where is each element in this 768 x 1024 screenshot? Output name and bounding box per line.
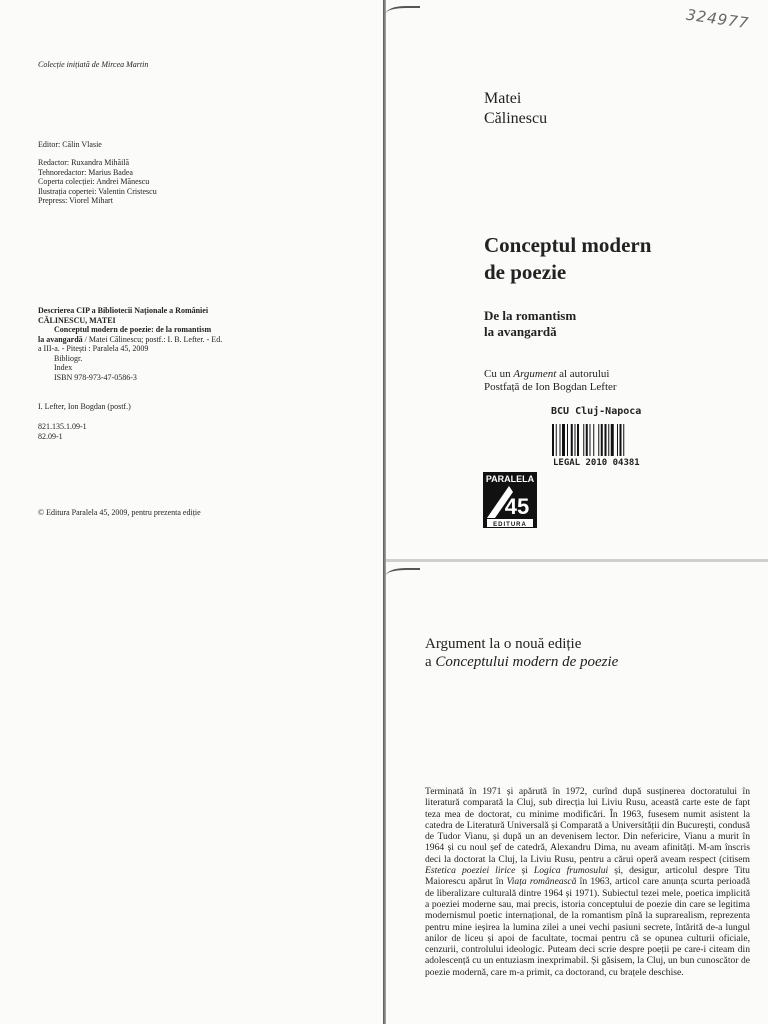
cip-title-rest: / Matei Călinescu; postf.: I. B. Lefter. - Ed. bbox=[82, 334, 223, 344]
cip-description bbox=[38, 306, 338, 382]
body-text-run: și, desigur, articolul despre Titu Maiorescu apărut în bbox=[425, 865, 750, 888]
postfacer: I. Lefter, Ion Bogdan (postf.) bbox=[38, 402, 131, 411]
copyright-notice: © Editura Paralela 45, 2009, pentru prezenta ediție bbox=[38, 508, 201, 517]
body-italic-title: Estetica poeziei lirice bbox=[425, 865, 516, 877]
credit-line: Postfață de Ion Bogdan Lefter bbox=[484, 381, 617, 393]
page-fold-mark bbox=[386, 6, 420, 18]
publisher-logo bbox=[483, 472, 537, 528]
credit-line bbox=[484, 368, 617, 381]
svg-text:PARALELA: PARALELA bbox=[485, 474, 535, 484]
cip-edition: a III-a. - Pitești : Paralela 45, 2009 bbox=[38, 344, 149, 353]
cip-isbn: ISBN 978-973-47-0586-3 bbox=[54, 372, 137, 382]
svg-text:EDITURA: EDITURA bbox=[493, 522, 527, 528]
library-stamp: BCU Cluj-Napoca bbox=[551, 406, 642, 417]
editor-line: Editor: Călin Vlasie bbox=[38, 140, 102, 149]
cip-title-line2 bbox=[38, 335, 338, 345]
staff-item: Redactor: Ruxandra Mihăilă bbox=[38, 158, 130, 167]
book-title bbox=[484, 232, 754, 286]
author-first-name: Matei bbox=[484, 90, 522, 107]
cip-index: Index bbox=[54, 363, 73, 372]
classification-code: 821.135.1.09-1 bbox=[38, 422, 87, 431]
cip-bibliogr: Bibliogr. bbox=[54, 353, 83, 363]
book-spine bbox=[383, 0, 386, 1024]
handwritten-inventory-number: 324977 bbox=[685, 5, 751, 33]
chapter-body-text bbox=[425, 786, 750, 978]
cip-author: CĂLINESCU, MATEI bbox=[38, 315, 116, 325]
barcode-number: LEGAL 2010 04381 bbox=[553, 458, 640, 468]
body-italic-title: Viața românească bbox=[506, 876, 577, 888]
classification-block bbox=[38, 402, 131, 442]
staff-item: Ilustrația copertei: Valentin Cristescu bbox=[38, 186, 157, 196]
book-title-line: Conceptul modern bbox=[484, 233, 652, 257]
credit-text: Cu un bbox=[484, 368, 514, 380]
page-divider bbox=[386, 559, 768, 562]
book-subtitle bbox=[484, 308, 576, 340]
chapter-title-text: a bbox=[425, 654, 436, 670]
staff-list bbox=[38, 158, 157, 206]
book-credits bbox=[484, 368, 617, 394]
book-title-line: de poezie bbox=[484, 260, 567, 284]
author-last-name: Călinescu bbox=[484, 110, 548, 127]
credit-italic: Argument bbox=[513, 368, 557, 380]
body-text-run: în 1963, articol care anunța scurta perioadă de liberalizare culturală dintre 1964 și 1971). Subiectul tezei mele, poetica implicită a poeziei moderne sau, mai precis, istoria conceptului de poezie din care se legitima modernismul poetic internațional, de la romantism pînă la suprarealism, reprezenta pentru mine ieșirea la lumina zilei a unei vechi pasiuni secrete, întărită de-a lungul anilor de liceu și apoi de facultate, tocmai pentru că se opunea culturii oficiale, cenzurii, controlului ideologic. Puteam deci scrie despre poeții pe care-i citeam din adolescență cu un entuziasm inexprimabil. Și găsisem, la Cluj, un bun cunoscător de poezie modernă, care m-a primit, ca doctorand, cu brațele deschise. bbox=[425, 876, 751, 978]
body-italic-title: Logica frumosului bbox=[533, 865, 609, 877]
staff-item: Tehnoredactor: Marius Badea bbox=[38, 167, 133, 177]
chapter-title: Argument la o nouă ediție bbox=[425, 636, 582, 652]
staff-item: Prepress: Viorel Mihart bbox=[38, 196, 113, 205]
barcode bbox=[552, 424, 656, 456]
classification-code: 82.09-1 bbox=[38, 432, 63, 441]
cip-title-bold: la avangardă bbox=[38, 334, 83, 344]
chapter-title-italic: Conceptului modern de poezie bbox=[435, 654, 619, 670]
chapter-title-line2 bbox=[425, 654, 618, 671]
subtitle-line: la avangardă bbox=[484, 324, 557, 339]
svg-text:45: 45 bbox=[504, 494, 530, 519]
subtitle-line: De la romantism bbox=[484, 308, 577, 323]
page-fold-mark bbox=[386, 568, 420, 580]
series-note: Colecție inițiată de Mircea Martin bbox=[38, 60, 149, 69]
body-text-run: și bbox=[515, 865, 534, 877]
credit-text: al autorului bbox=[556, 368, 610, 380]
staff-item: Coperta colecției: Andrei Mănescu bbox=[38, 177, 150, 186]
cip-heading: Descrierea CIP a Bibliotecii Naționale a României bbox=[38, 306, 209, 315]
body-text-run: Terminată în 1971 și apărută în 1972, curînd după susținerea doctoratului în literatură comparată la Cluj, sub direcția lui Liviu Rusu, această carte este de fapt teza mea de doctorat, cu minime modificări. În 1963, fusesem numit asistent la catedra de Literatură Universală și Comparată a Universității din București, condusă de Tudor Vianu, și după un an devenisem lector. Din nefericire, Vianu a murit în 1964 și cu noul șef de catedră, Alexandru Dima, nu aveam afinități. M-am înscris deci la doctorat la Cluj, la Liviu Rusu, pentru a cărui operă aveam respect (citisem bbox=[425, 786, 750, 865]
cip-title-line1: Conceptul modern de poezie: de la romantism bbox=[54, 325, 212, 334]
